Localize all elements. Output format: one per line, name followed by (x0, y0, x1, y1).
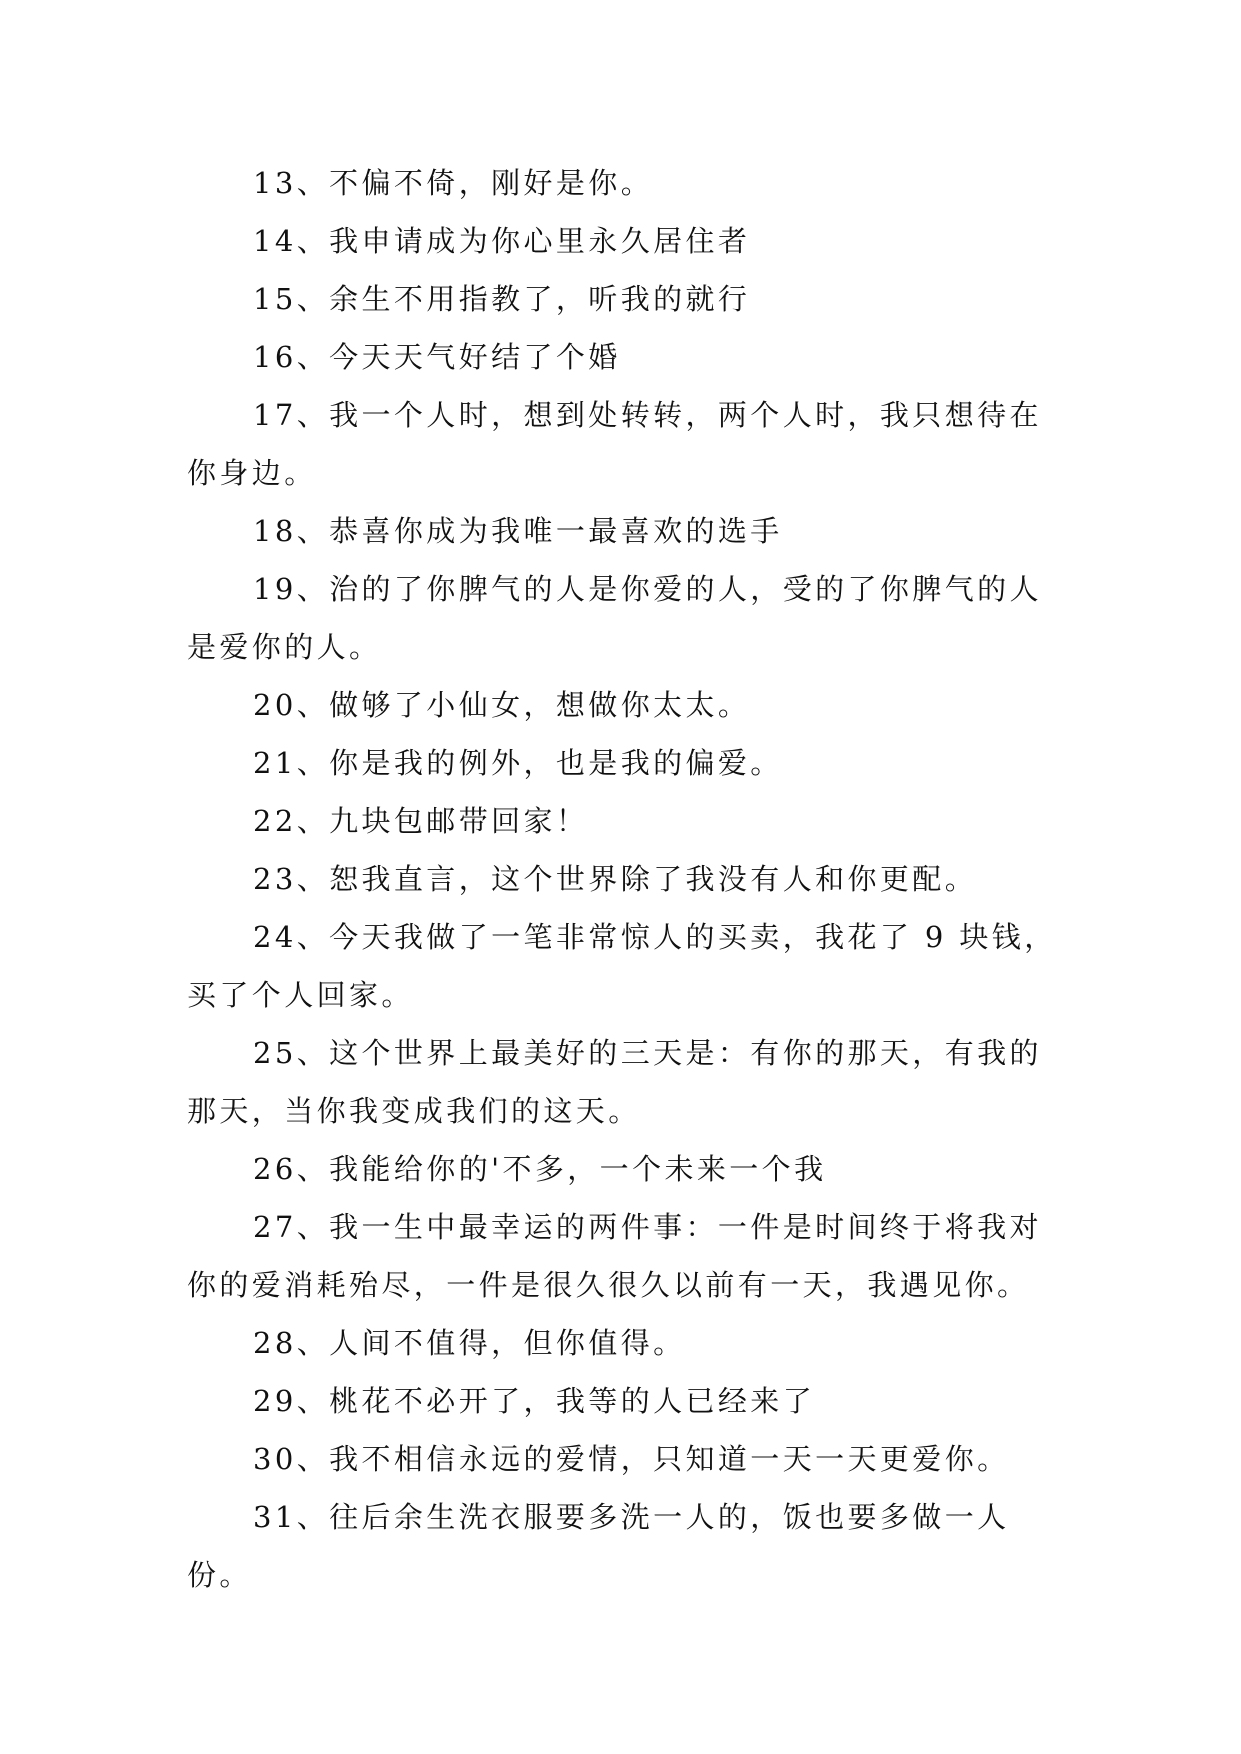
list-item: 25、这个世界上最美好的三天是：有你的那天，有我的那天，当你我变成我们的这天。 (187, 1036, 1042, 1128)
list-item: 16、今天天气好结了个婚 (253, 340, 621, 374)
list-item: 20、做够了小仙女，想做你太太。 (253, 688, 751, 722)
document-body (187, 154, 1067, 1604)
list-item: 15、余生不用指教了，听我的就行 (253, 282, 751, 316)
list-item: 29、桃花不必开了，我等的人已经来了 (253, 1384, 816, 1418)
list-item: 28、人间不值得，但你值得。 (253, 1326, 686, 1360)
list-item: 19、治的了你脾气的人是你爱的人，受的了你脾气的人是爱你的人。 (187, 572, 1042, 664)
list-item: 31、往后余生洗衣服要多洗一人的，饭也要多做一人份。 (187, 1500, 1010, 1592)
list-item: 21、你是我的例外，也是我的偏爱。 (253, 746, 783, 780)
list-item: 22、九块包邮带回家！ (253, 804, 589, 838)
list-item: 27、我一生中最幸运的两件事：一件是时间终于将我对你的爱消耗殆尽，一件是很久很久以前有一天，我遇见你。 (187, 1210, 1042, 1302)
list-item: 13、不偏不倚，刚好是你。 (253, 166, 654, 200)
list-item: 23、恕我直言，这个世界除了我没有人和你更配。 (253, 862, 978, 896)
list-item: 18、恭喜你成为我唯一最喜欢的选手 (253, 514, 783, 548)
list-item: 24、今天我做了一笔非常惊人的买卖，我花了 9 块钱，买了个人回家。 (187, 920, 1057, 1012)
list-item: 26、我能给你的'不多，一个未来一个我 (253, 1152, 827, 1186)
list-item: 17、我一个人时，想到处转转，两个人时，我只想待在你身边。 (187, 398, 1042, 490)
list-item: 14、我申请成为你心里永久居住者 (253, 224, 751, 258)
list-item: 30、我不相信永远的爱情，只知道一天一天更爱你。 (253, 1442, 1010, 1476)
